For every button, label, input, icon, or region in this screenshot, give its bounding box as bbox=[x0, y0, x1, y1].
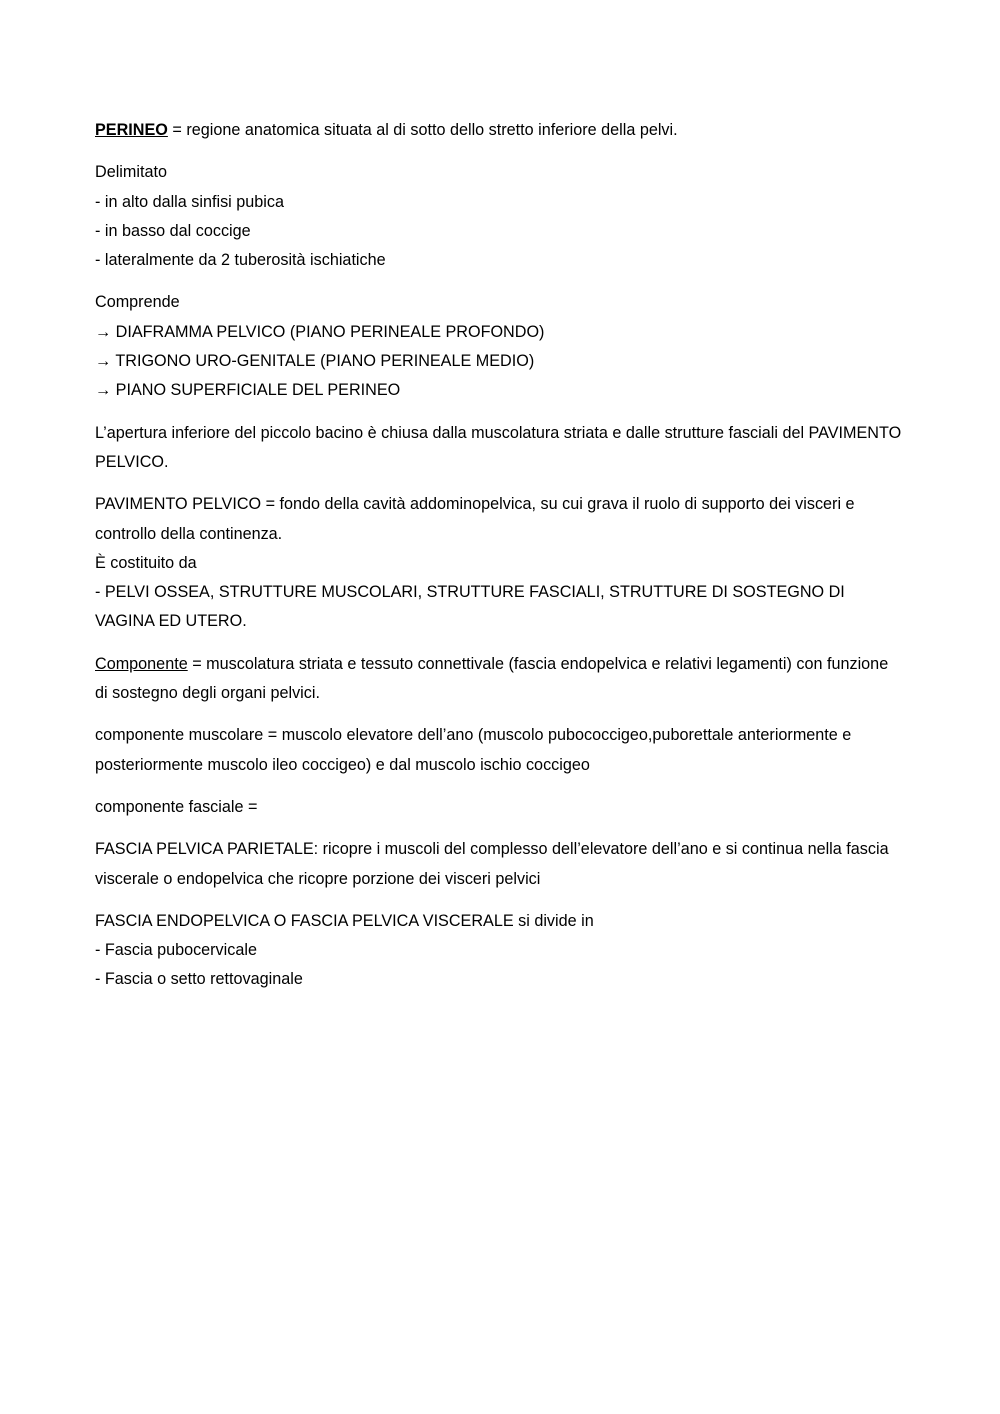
endopelvica-item: - Fascia o setto rettovaginale bbox=[95, 970, 303, 989]
delimitato-item: - lateralmente da 2 tuberosità ischiatiche bbox=[95, 251, 386, 270]
componente-definition: = muscolatura striata e tessuto connettivale (fascia endopelvica e relativi legamenti) con funzione di sostegno degli organi pelvici. bbox=[95, 654, 889, 703]
comprende-paragraph bbox=[95, 288, 905, 405]
comprende-item: → DIAFRAMMA PELVICO (PIANO PERINEALE PROFONDO) bbox=[95, 322, 545, 341]
fasciale-paragraph bbox=[95, 793, 905, 822]
pavimento-elenco: - PELVI OSSEA, STRUTTURE MUSCOLARI, STRUTTURE FASCIALI, STRUTTURE DI SOSTEGNO DI VAGINA ED UTERO. bbox=[95, 583, 845, 631]
document-body bbox=[95, 116, 905, 1008]
comprende-heading: Comprende bbox=[95, 293, 180, 312]
parietale-text: FASCIA PELVICA PARIETALE: ricopre i muscoli del complesso dell’elevatore dell’ano e si continua nella fascia viscerale o endopelvica che ricopre porzione dei visceri pelvici bbox=[95, 840, 889, 888]
pavimento-paragraph bbox=[95, 490, 905, 636]
endopelvica-item: - Fascia pubocervicale bbox=[95, 941, 257, 960]
muscolare-paragraph bbox=[95, 721, 905, 780]
endopelvica-paragraph bbox=[95, 907, 905, 995]
endopelvica-heading: FASCIA ENDOPELVICA O FASCIA PELVICA VISCERALE si divide in bbox=[95, 911, 594, 930]
parietale-paragraph bbox=[95, 835, 905, 894]
apertura-paragraph bbox=[95, 419, 905, 478]
muscolare-text: componente muscolare = muscolo elevatore dell’ano (muscolo pubococcigeo,puborettale anteriormente e posteriormente muscolo ileo coccigeo) e dal muscolo ischio coccigeo bbox=[95, 726, 852, 774]
perineo-term: PERINEO bbox=[95, 121, 168, 139]
delimitato-paragraph bbox=[95, 158, 905, 275]
componente-paragraph bbox=[95, 650, 905, 709]
componente-term: Componente bbox=[95, 654, 188, 673]
comprende-item: → TRIGONO URO-GENITALE (PIANO PERINEALE MEDIO) bbox=[95, 352, 535, 371]
perineo-paragraph bbox=[95, 116, 905, 145]
pavimento-costituito: È costituito da bbox=[95, 553, 197, 572]
delimitato-item: - in alto dalla sinfisi pubica bbox=[95, 192, 284, 211]
pavimento-definition: PAVIMENTO PELVICO = fondo della cavità addominopelvica, su cui grava il ruolo di supporto dei visceri e controllo della continenza. bbox=[95, 495, 855, 543]
delimitato-heading: Delimitato bbox=[95, 163, 167, 182]
apertura-text: L’apertura inferiore del piccolo bacino è chiusa dalla muscolatura striata e dalle strutture fasciali del PAVIMENTO PELVICO. bbox=[95, 423, 902, 471]
perineo-definition: = regione anatomica situata al di sotto dello stretto inferiore della pelvi. bbox=[167, 121, 678, 139]
comprende-item: → PIANO SUPERFICIALE DEL PERINEO bbox=[95, 381, 401, 400]
delimitato-item: - in basso dal coccige bbox=[95, 221, 251, 240]
fasciale-text: componente fasciale = bbox=[95, 797, 258, 816]
